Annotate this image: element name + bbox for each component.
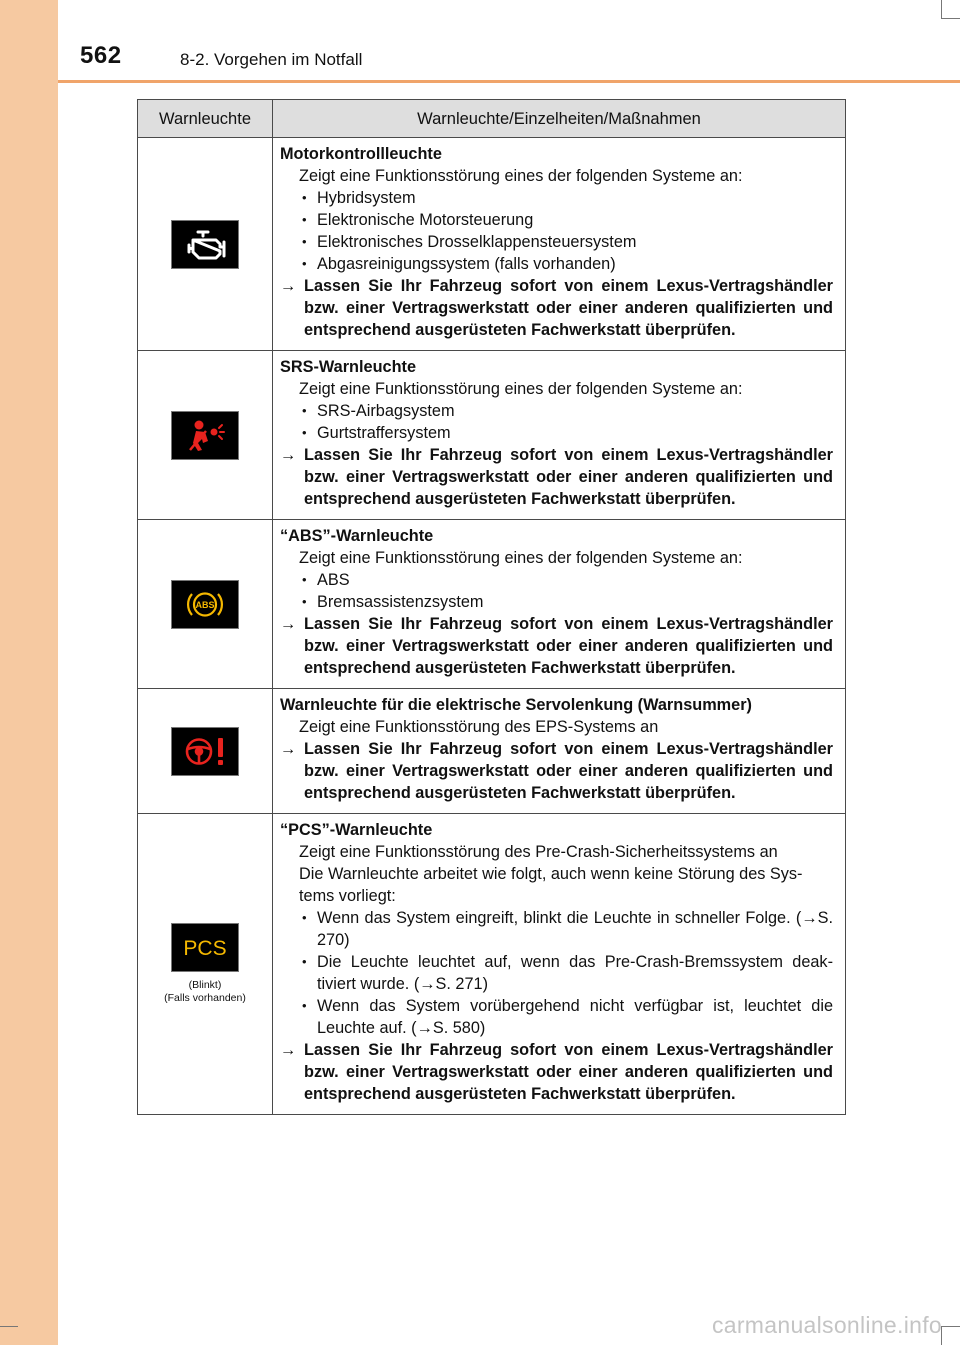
warning-title: “PCS”-Warnleuchte [280, 821, 433, 839]
arrow-icon: → [280, 277, 297, 295]
list-item: • Abgasreinigungssystem (falls vorhanden) [299, 253, 833, 275]
icon-cell [138, 138, 273, 351]
warning-title: Warnleuchte für die elektrische Servolenkung (Warnsummer) [280, 696, 752, 714]
list-item: • Gurtstraffersystem [299, 422, 833, 444]
warning-description: Zeigt eine Funktionsstörung eines der folgenden Systeme an: [299, 167, 743, 185]
details-cell [273, 689, 846, 814]
icon-caption-blinking: (Blinkt) [188, 979, 222, 991]
warning-description: Zeigt eine Funktionsstörung des Pre-Crash-Sicherheitssystems an [299, 843, 778, 861]
icon-cell [138, 814, 273, 1115]
warning-title: Motorkontrollleuchte [280, 145, 442, 163]
power-steering-icon [171, 727, 239, 776]
details-cell [273, 814, 846, 1115]
crop-mark [0, 1326, 18, 1327]
warning-description-extra: Die Warnleuchte arbeitet wie folgt, auch wenn keine Störung des Sys-tems vorliegt: [299, 865, 803, 905]
side-color-band [0, 0, 58, 1345]
table-row [138, 138, 846, 351]
abs-icon [171, 580, 239, 629]
warning-title: SRS-Warnleuchte [280, 358, 416, 376]
crop-mark [941, 18, 960, 19]
icon-cell [138, 689, 273, 814]
list-item: • SRS-Airbagsystem [299, 400, 833, 422]
list-item: • Die Leuchte leuchtet auf, wenn das Pre-Crash-Bremssystem deak-tiviert wurde. (→S. 271) [299, 951, 833, 995]
list-item: • Elektronisches Drosselklappensteuersystem [299, 231, 833, 253]
arrow-icon: → [280, 615, 297, 633]
behavior-list [280, 907, 833, 1039]
table-row [138, 814, 846, 1115]
crop-mark [941, 0, 942, 18]
icon-caption-optional: (Falls vorhanden) [164, 992, 246, 1004]
details-cell [273, 138, 846, 351]
arrow-icon: → [280, 740, 297, 758]
table-row [138, 520, 846, 689]
table-row [138, 351, 846, 520]
section-title: 8-2. Vorgehen im Notfall [180, 50, 363, 69]
list-item: • Bremsassistenzsystem [299, 591, 833, 613]
system-list [280, 569, 833, 613]
warning-description: Zeigt eine Funktionsstörung eines der folgenden Systeme an: [299, 549, 743, 567]
warning-title: “ABS”-Warnleuchte [280, 527, 434, 545]
icon-cell [138, 520, 273, 689]
crop-mark [941, 1326, 960, 1327]
pcs-icon-label: PCS [183, 937, 227, 960]
pcs-icon [171, 923, 239, 972]
list-item: • Wenn das System vorübergehend nicht verfügbar ist, leuchtet die Leuchte auf. (→S. 580) [299, 995, 833, 1039]
list-item: • Wenn das System eingreift, blinkt die Leuchte in schneller Folge. (→S. 270) [299, 907, 833, 951]
srs-airbag-icon [171, 411, 239, 460]
engine-check-icon [171, 220, 239, 269]
arrow-icon: → [280, 1041, 297, 1059]
system-list [280, 187, 833, 275]
column-header-warning-light: Warnleuchte [138, 100, 273, 138]
column-header-details: Warnleuchte/Einzelheiten/Maßnahmen [273, 100, 846, 138]
action-text: Lassen Sie Ihr Fahrzeug sofort von einem Lexus-Vertragshändler bzw. einer Vertragswerkstatt oder einer anderen qualifizierten und entsprechend ausgerüsteten Fachwerkstatt überprüfen. [304, 277, 833, 339]
details-cell [273, 351, 846, 520]
watermark: carmanualsonline.info [711, 1312, 942, 1338]
abs-icon-label: ABS [195, 599, 215, 610]
list-item: • ABS [299, 569, 833, 591]
icon-cell [138, 351, 273, 520]
table-header-row [138, 100, 846, 138]
action-instruction [280, 444, 833, 510]
action-text: Lassen Sie Ihr Fahrzeug sofort von einem Lexus-Vertragshändler bzw. einer Vertragswerkstatt oder einer anderen qualifizierten und entsprechend ausgerüsteten Fachwerkstatt überprüfen. [304, 446, 833, 508]
warning-description: Zeigt eine Funktionsstörung eines der folgenden Systeme an: [299, 380, 743, 398]
action-instruction [280, 1039, 833, 1105]
arrow-icon: → [280, 446, 297, 464]
header-rule [58, 80, 960, 83]
details-cell [273, 520, 846, 689]
action-text: Lassen Sie Ihr Fahrzeug sofort von einem Lexus-Vertragshändler bzw. einer Vertragswerkstatt oder einer anderen qualifizierten und entsprechend ausgerüsteten Fachwerkstatt überprüfen. [304, 1041, 833, 1103]
action-instruction [280, 738, 833, 804]
table-row [138, 689, 846, 814]
action-instruction [280, 613, 833, 679]
list-item: • Elektronische Motorsteuerung [299, 209, 833, 231]
action-text: Lassen Sie Ihr Fahrzeug sofort von einem Lexus-Vertragshändler bzw. einer Vertragswerkstatt oder einer anderen qualifizierten und entsprechend ausgerüsteten Fachwerkstatt überprüfen. [304, 740, 833, 802]
action-instruction [280, 275, 833, 341]
warning-description: Zeigt eine Funktionsstörung des EPS-Systems an [299, 718, 659, 736]
warning-lights-table [137, 99, 846, 1115]
system-list [280, 400, 833, 444]
action-text: Lassen Sie Ihr Fahrzeug sofort von einem Lexus-Vertragshändler bzw. einer Vertragswerkstatt oder einer anderen qualifizierten und entsprechend ausgerüsteten Fachwerkstatt überprüfen. [304, 615, 833, 677]
list-item: • Hybridsystem [299, 187, 833, 209]
page-number: 562 [80, 42, 122, 69]
